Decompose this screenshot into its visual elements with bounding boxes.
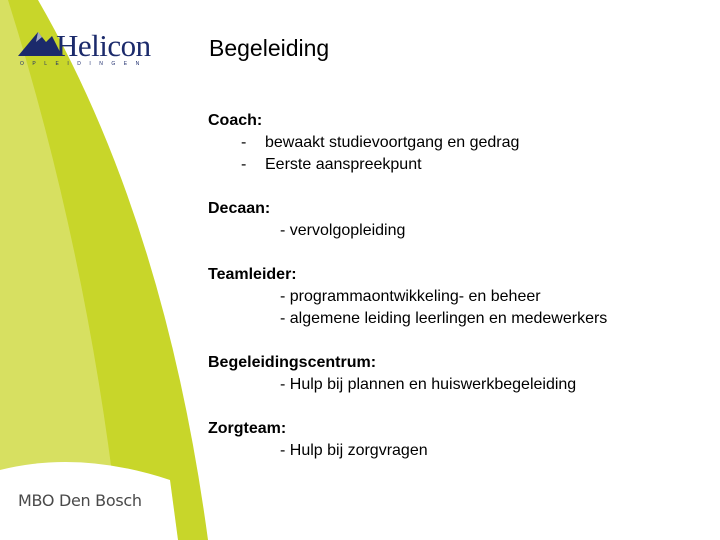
slide-title: Begeleiding — [209, 35, 330, 61]
logo-wordmark: Helicon — [56, 28, 151, 63]
section-label: Zorgteam: — [208, 420, 287, 437]
section-label: Begeleidingscentrum: — [208, 354, 377, 371]
section-label: Teamleider: — [208, 266, 297, 283]
section-begeleidingscentrum — [208, 352, 708, 396]
list-item: - vervolgopleiding — [280, 222, 406, 239]
list-item: - Eerste aanspreekpunt — [241, 156, 422, 173]
slide-content — [208, 110, 708, 462]
section-decaan — [208, 198, 708, 242]
list-item: - programmaontwikkeling- en beheer — [280, 288, 541, 305]
section-label: Decaan: — [208, 200, 271, 217]
section-coach — [208, 110, 708, 176]
list-item: - algemene leiding leerlingen en medewerkers — [280, 310, 608, 327]
list-item: - bewaakt studievoortgang en gedrag — [241, 134, 520, 151]
footer-label: MBO Den Bosch — [18, 491, 142, 510]
list-item: - Hulp bij plannen en huiswerkbegeleiding — [280, 376, 577, 393]
section-zorgteam — [208, 418, 708, 462]
logo-tagline: OPLEIDINGEN — [20, 61, 148, 67]
helicon-logo — [16, 22, 151, 68]
list-item: - Hulp bij zorgvragen — [280, 442, 428, 459]
section-label: Coach: — [208, 112, 263, 129]
section-teamleider — [208, 264, 708, 330]
